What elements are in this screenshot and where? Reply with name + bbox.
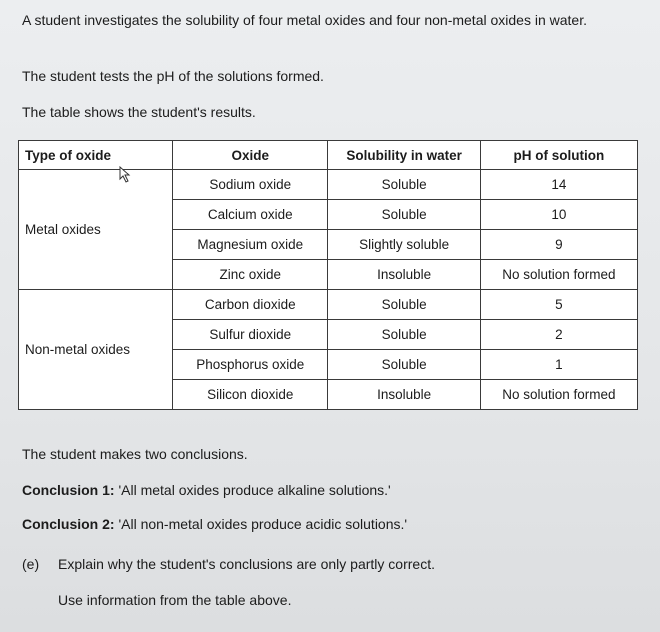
- cell-solubility: Soluble: [328, 200, 480, 230]
- conclusion-1-text: 'All metal oxides produce alkaline solutions.': [118, 482, 391, 498]
- cell-solubility: Soluble: [328, 290, 480, 320]
- cell-ph: No solution formed: [480, 260, 637, 290]
- cell-oxide: Zinc oxide: [173, 260, 328, 290]
- question-number: (e): [22, 556, 40, 572]
- conclusion-2: [22, 516, 407, 533]
- cell-oxide: Sodium oxide: [173, 170, 328, 200]
- mouse-pointer-icon: [119, 166, 133, 184]
- cell-ph: 5: [480, 290, 637, 320]
- intro-line-1: A student investigates the solubility of four metal oxides and four non-metal oxides in water.: [22, 12, 587, 28]
- header-type-of-oxide: Type of oxide: [19, 141, 173, 170]
- cell-ph: No solution formed: [480, 380, 637, 410]
- question-e: [22, 556, 435, 573]
- results-table: [18, 140, 638, 410]
- cell-solubility: Insoluble: [328, 380, 480, 410]
- conclusions-intro: The student makes two conclusions.: [22, 446, 248, 462]
- cell-oxide: Silicon dioxide: [173, 380, 328, 410]
- cell-oxide: Sulfur dioxide: [173, 320, 328, 350]
- table-row: [19, 170, 638, 200]
- table-row: [19, 290, 638, 320]
- cell-oxide: Phosphorus oxide: [173, 350, 328, 380]
- header-oxide: Oxide: [173, 141, 328, 170]
- cell-solubility: Soluble: [328, 170, 480, 200]
- conclusion-2-text: 'All non-metal oxides produce acidic solutions.': [118, 516, 408, 532]
- cell-oxide: Calcium oxide: [173, 200, 328, 230]
- header-solubility: Solubility in water: [328, 141, 480, 170]
- table-header-row: [19, 141, 638, 170]
- cell-ph: 1: [480, 350, 637, 380]
- cell-oxide: Magnesium oxide: [173, 230, 328, 260]
- cell-solubility: Insoluble: [328, 260, 480, 290]
- conclusion-1-label: Conclusion 1:: [22, 482, 115, 498]
- cell-ph: 2: [480, 320, 637, 350]
- cell-ph: 10: [480, 200, 637, 230]
- cell-solubility: Slightly soluble: [328, 230, 480, 260]
- group-label-non-metal-oxides: Non-metal oxides: [19, 290, 173, 410]
- intro-line-3: The table shows the student's results.: [22, 104, 256, 120]
- conclusion-2-label: Conclusion 2:: [22, 516, 115, 532]
- question-text: Explain why the student's conclusions are only partly correct.: [58, 556, 435, 572]
- group-label-metal-oxides: Metal oxides: [19, 170, 173, 290]
- intro-line-2: The student tests the pH of the solutions formed.: [22, 68, 324, 84]
- cell-solubility: Soluble: [328, 350, 480, 380]
- cell-oxide: Carbon dioxide: [173, 290, 328, 320]
- header-ph: pH of solution: [480, 141, 637, 170]
- cell-solubility: Soluble: [328, 320, 480, 350]
- cell-ph: 9: [480, 230, 637, 260]
- conclusion-1: [22, 482, 391, 499]
- cell-ph: 14: [480, 170, 637, 200]
- question-instruction: Use information from the table above.: [58, 592, 292, 608]
